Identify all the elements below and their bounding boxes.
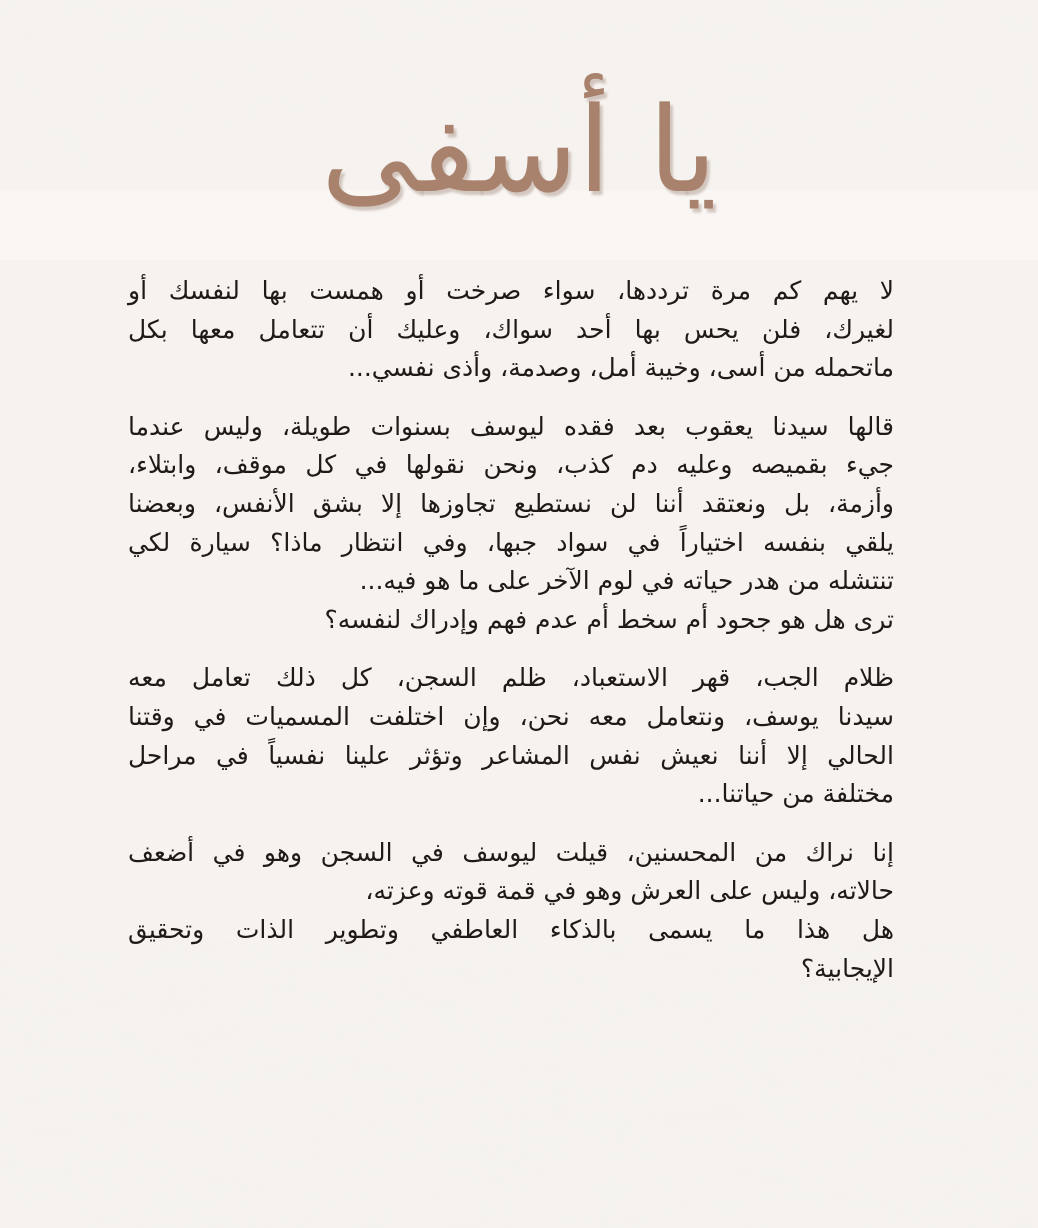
text-line: جيء بقميصه وعليه دم كذب، ونحن نقولها في كل موقف، وابتلاء، bbox=[128, 450, 894, 480]
text-line: وأزمة، بل ونعتقد أننا لن نستطيع تجاوزها إلا بشق الأنفس، وبعضنا bbox=[128, 488, 894, 518]
text-line: ترى هل هو جحود أم سخط أم عدم فهم وإدراك لنفسه؟ bbox=[324, 604, 894, 634]
text-line: هل هذا ما يسمى بالذكاء العاطفي وتطوير الذات وتحقيق bbox=[128, 914, 894, 944]
text-line: سيدنا يوسف، ونتعامل معه نحن، وإن اختلفت المسميات في وقتنا bbox=[128, 701, 894, 731]
text-line: حالاته، وليس على العرش وهو في قمة قوته وعزته، bbox=[365, 876, 894, 906]
text-line: الحالي إلا أننا نعيش نفس المشاعر وتؤثر علينا نفسياً في مراحل bbox=[128, 740, 894, 770]
text-line: مختلفة من حياتنا... bbox=[697, 779, 894, 809]
text-line: لغيرك، فلن يحس بها أحد سواك، وعليك أن تتعامل معها بكل bbox=[128, 314, 894, 344]
text-line: قالها سيدنا يعقوب بعد فقده ليوسف بسنوات طويلة، وليس عندما bbox=[128, 411, 894, 441]
paragraph-4 bbox=[128, 834, 894, 988]
paragraph-1 bbox=[128, 272, 894, 388]
text-line: تنتشله من هدر حياته في لوم الآخر على ما هو فيه... bbox=[359, 566, 894, 596]
text-line: الإيجابية؟ bbox=[800, 953, 894, 983]
paragraph-3 bbox=[128, 659, 894, 813]
text-line: يلقي بنفسه اختياراً في سواد جبها، وفي انتظار ماذا؟ سيارة لكي bbox=[128, 527, 894, 557]
paragraph-2 bbox=[128, 408, 894, 640]
text-line: ماتحمله من أسى، وخيبة أمل، وصدمة، وأذى نفسي... bbox=[347, 353, 894, 383]
text-line: ظلام الجب، قهر الاستعباد، ظلم السجن، كل ذلك تعامل معه bbox=[128, 663, 894, 693]
article-body bbox=[128, 272, 894, 1008]
text-line: لا يهم كم مرة ترددها، سواء صرخت أو همست بها لنفسك أو bbox=[128, 276, 894, 305]
page-title: يا أسفى bbox=[320, 81, 717, 219]
text-line: إنا نراك من المحسنين، قيلت ليوسف في السجن وهو في أضعف bbox=[128, 837, 894, 867]
